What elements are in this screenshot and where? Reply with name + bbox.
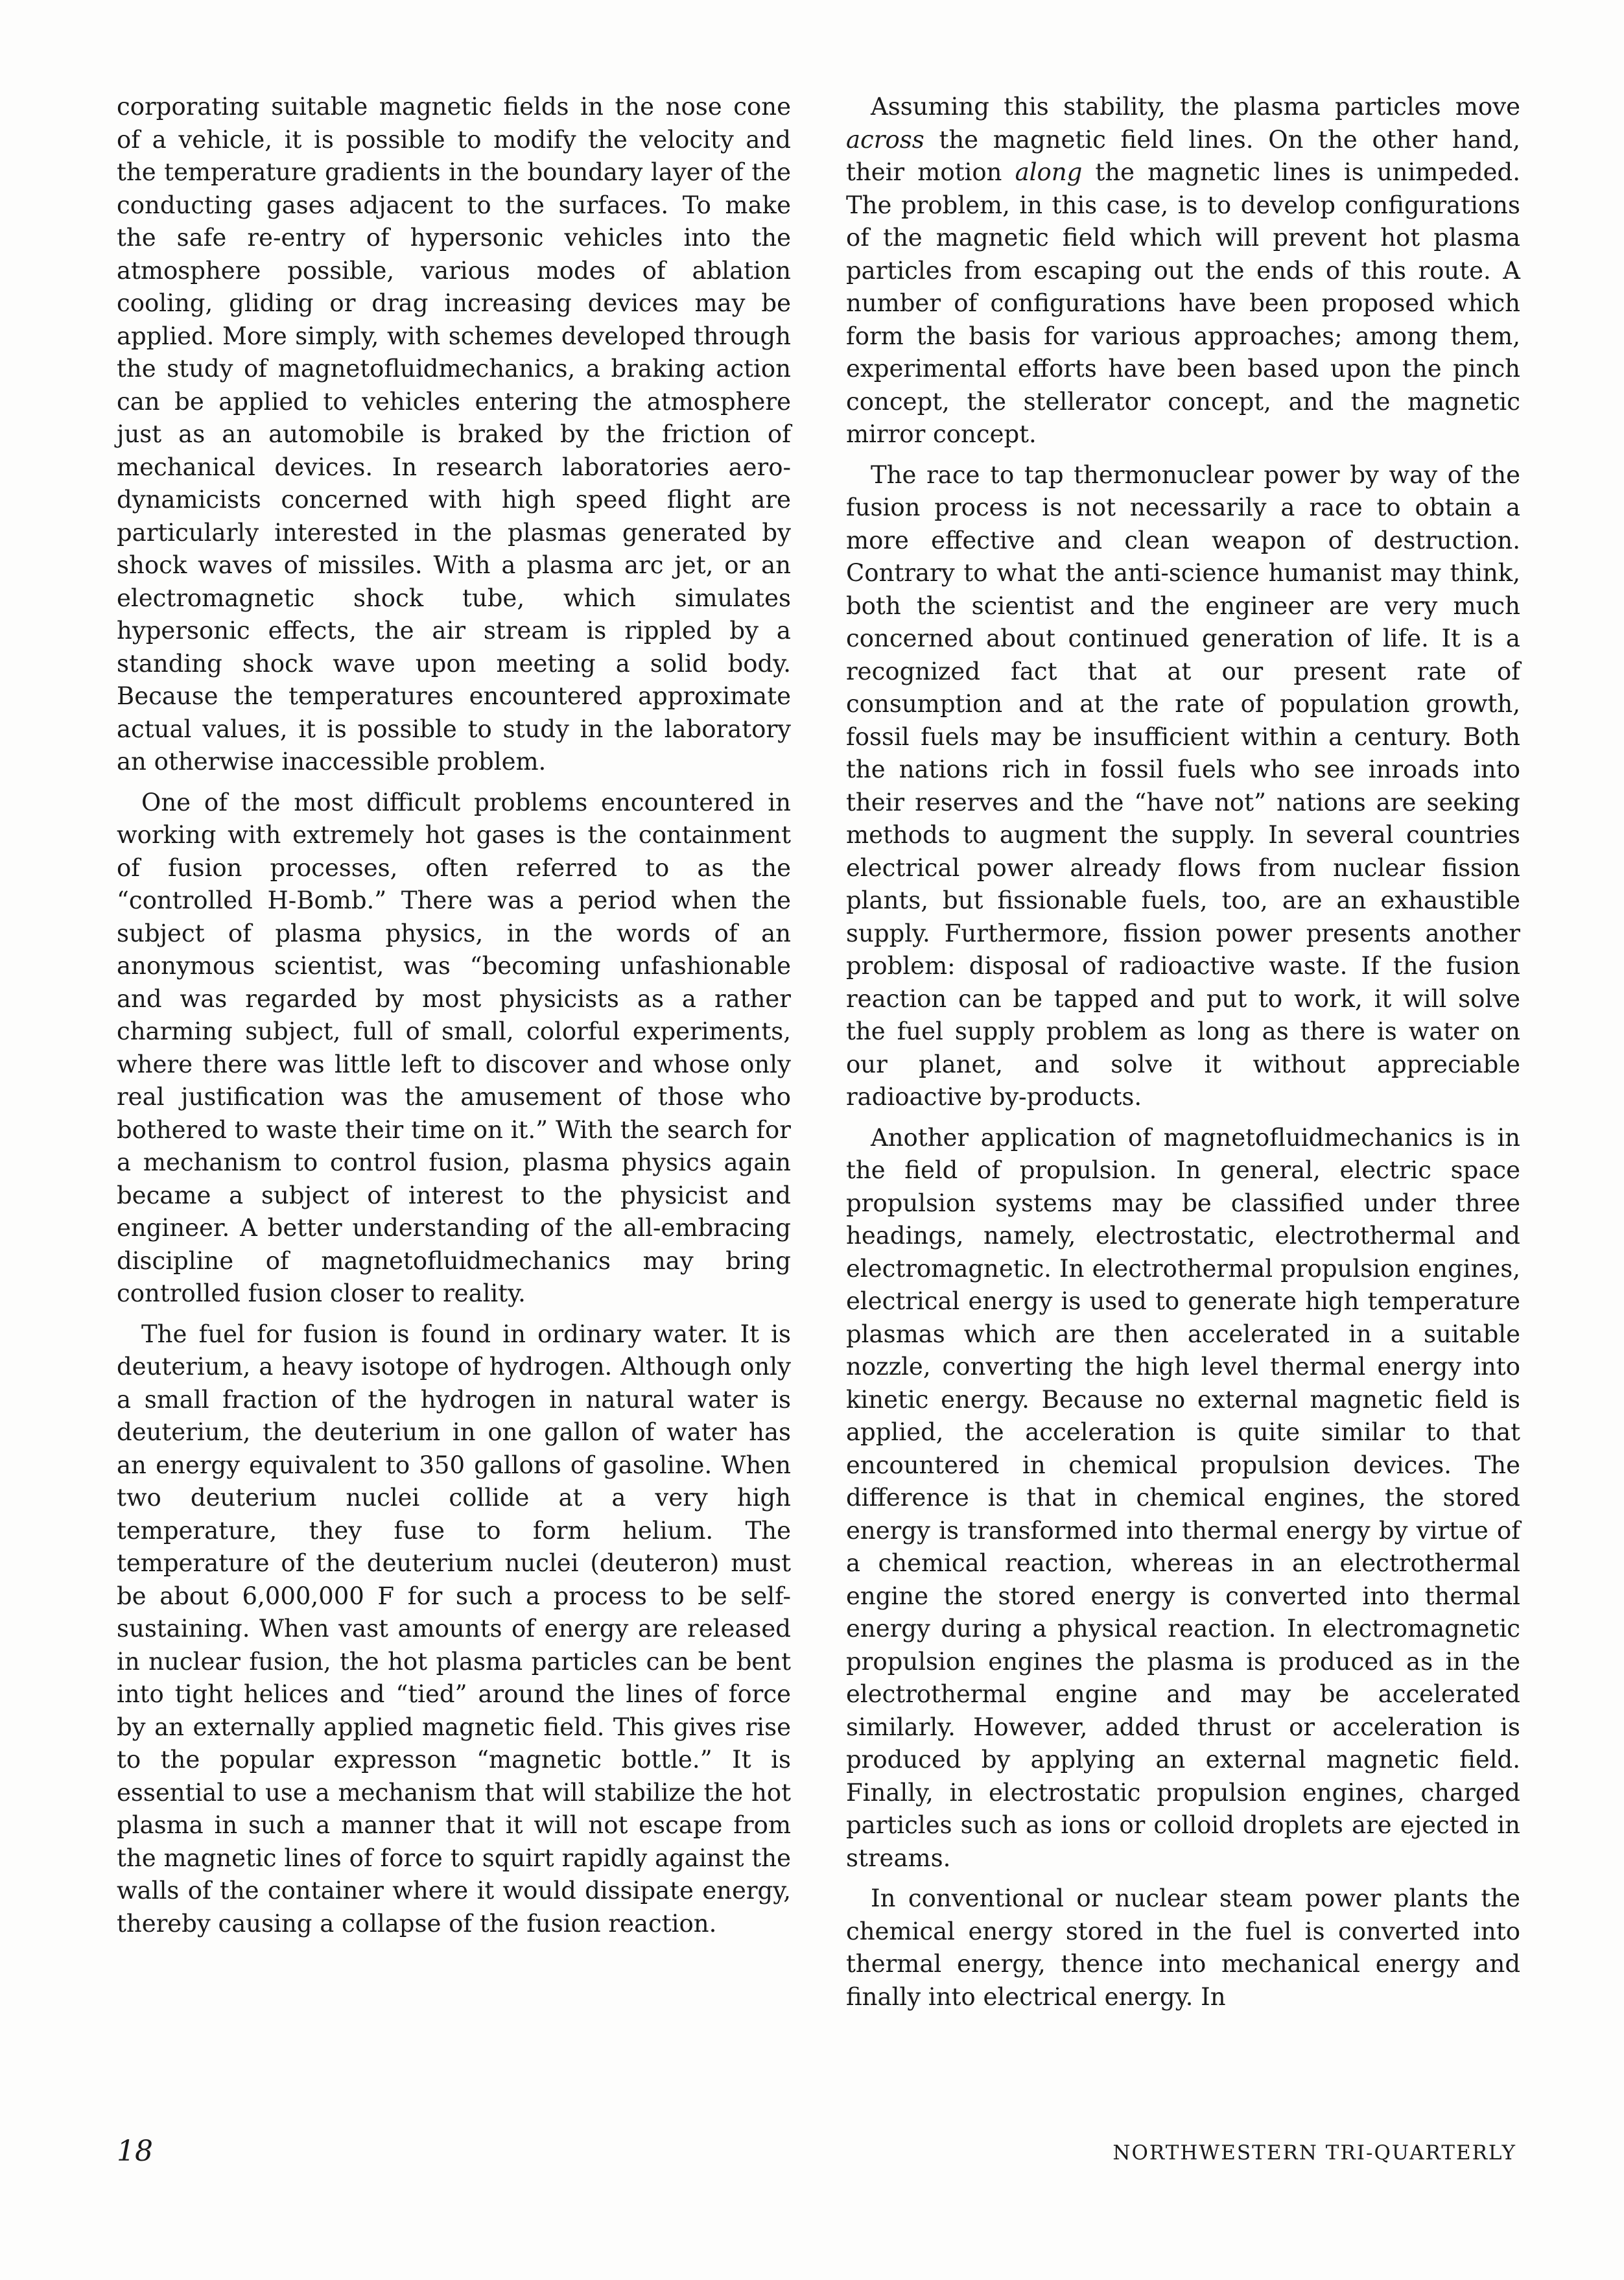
text-segment: Assuming this stability, the plasma particles move: [871, 93, 1520, 121]
paragraph-reentry-braking: corporating suitable magnetic fields in the nose cone of a vehicle, it is possible to modify the velocity and the temperature gradients in the boundary layer of the conducting gases adjacent to the surfaces. To make the safe re-entry of hypersonic vehicles into the atmosphere possible, various modes of ablation cooling, gliding or drag increasing devices may be applied. More simply, with schemes developed through the study of magnetofluidmechanics, a braking action can be applied to vehicles entering the atmosphere just as an automobile is braked by the friction of mechanical devices. In research laboratories aerodynamicists concerned with high speed flight are particularly interested in the plasmas generated by shock waves of missiles. With a plasma arc jet, or an electromagnetic shock tube, which simulates hypersonic effects, the air stream is rippled by a standing shock wave upon meeting a solid body. Because the temperatures encountered approximate actual values, it is possible to study in the laboratory an otherwise inaccessible problem.: [117, 93, 791, 776]
paragraph-power-plants: In conventional or nuclear steam power plants the chemical energy stored in the fuel is converted into thermal energy, thence into mechanical energy and finally into electrical energy. In: [846, 1884, 1520, 2011]
paragraph-propulsion: Another application of magnetofluidmechanics is in the field of propulsion. In general, electric space propulsion systems may be classified under three headings, namely, electrostatic, electrothermal and electromagnetic. In electrothermal propulsion engines, electrical energy is used to generate high temperature plasmas which are then accelerated in a suitable nozzle, converting the high level thermal energy into kinetic energy. Because no external magnetic field is applied, the acceleration is quite similar to that encountered in chemical propulsion devices. The difference is that in chemical engines, the stored energy is transformed into thermal energy by virtue of a chemical reaction, whereas in an electrothermal engine the stored energy is converted into thermal energy during a physical reaction. In electromagnetic propulsion engines the plasma is produced as in the electrothermal engine and may be accelerated similarly. However, added thrust or acceleration is produced by applying an external magnetic field. Finally, in electrostatic propulsion engines, charged particles such as ions or colloid droplets are ejected in streams.: [846, 1123, 1520, 1872]
paragraph-plasma-stability: [846, 91, 1520, 451]
paragraph-fusion-fuel: The fuel for fusion is found in ordinary water. It is deuterium, a heavy isotope of hydrogen. Although only a small fraction of the hydrogen in natural water is deuterium, the deuterium in one gallon of water has an energy equivalent to 350 gallons of gasoline. When two deuterium nuclei collide at a very high temperature, they fuse to form helium. The temperature of the deuterium nuclei (deuteron) must be about 6,000,000 F for such a process to be self-sustaining. When vast amounts of energy are released in nuclear fusion, the hot plasma particles can be bent into tight helices and “tied” around the lines of force by an externally applied magnetic field. This gives rise to the popular expresson “magnetic bottle.” It is essential to use a mechanism that will stabilize the hot plasma in such a manner that it will not escape from the magnetic lines of force to squirt rapidly against the walls of the container where it would dissipate energy, thereby causing a collapse of the fusion reaction.: [117, 1320, 791, 1938]
left-column: [117, 91, 791, 1948]
text-segment: the magnetic field lines. On the other hand, their motion: [846, 125, 1520, 186]
emphasis-along: along: [1015, 158, 1083, 186]
text-segment: the magnetic lines is unimpeded. The problem, in this case, is to develop configurations of the magnetic field which will prevent hot plasma particles from escaping out the ends of this route. A number of configurations have been proposed which form the basis for various approaches; among them, experimental efforts have been based upon the pinch concept, the stellerator concept, and the magnetic mirror concept.: [846, 158, 1520, 448]
journal-title: NORTHWESTERN TRI-QUARTERLY: [1112, 2141, 1516, 2165]
emphasis-across: across: [846, 125, 924, 154]
paragraph-fusion-containment: One of the most difficult problems encountered in working with extremely hot gases is the containment of fusion processes, often referred to as the “controlled H-Bomb.” There was a period when the subject of plasma physics, in the words of an anonymous scientist, was “becoming unfashionable and was regarded by most physicists as a rather charming subject, full of small, colorful experiments, where there was little left to discover and whose only real justification was the amusement of those who bothered to waste their time on it.” With the search for a mechanism to control fusion, plasma physics again became a subject of interest to the physicist and engineer. A better understanding of the all-embracing discipline of magnetofluidmechanics may bring controlled fusion closer to reality.: [117, 788, 791, 1307]
paragraph-thermonuclear-race: The race to tap thermonuclear power by way of the fusion process is not necessarily a race to obtain a more effective and clean weapon of destruction. Contrary to what the anti-science humanist may think, both the scientist and the engineer are very much concerned about continued generation of life. It is a recognized fact that at our present rate of consumption and at the rate of population growth, fossil fuels may be insufficient within a century. Both the nations rich in fossil fuels who see inroads into their reserves and the “have not” nations are seeking methods to augment the supply. In several countries electrical power already flows from nuclear fission plants, but fissionable fuels, too, are an exhaustible supply. Furthermore, fission power presents another problem: disposal of radioactive waste. If the fusion reaction can be tapped and put to work, it will solve the fuel supply problem as long as there is water on our planet, and solve it without appreciable radioactive by-products.: [846, 460, 1520, 1111]
right-column: [846, 91, 1520, 2021]
page-number: 18: [117, 2135, 153, 2168]
